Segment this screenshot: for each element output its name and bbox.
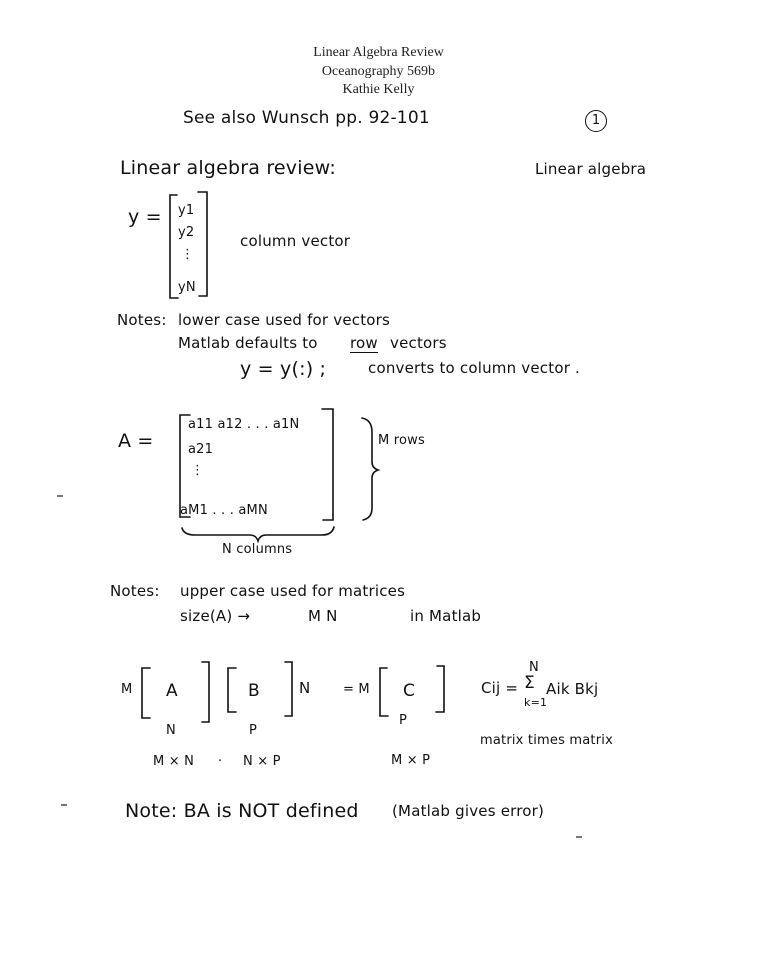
c-right-bracket — [436, 666, 444, 712]
vector-entry-2: y2 — [178, 225, 195, 240]
product-matrix-b: B — [248, 681, 260, 701]
product-m-left: M — [121, 682, 133, 697]
matrix-rows-label: M rows — [378, 433, 425, 448]
product-dims1: M × N — [153, 754, 195, 769]
matrix-right-bracket — [322, 409, 333, 520]
section-title: Linear algebra review: — [120, 157, 336, 179]
a-right-bracket — [202, 662, 209, 722]
c-left-bracket — [380, 668, 388, 716]
formula-caption: matrix times matrix — [480, 733, 613, 748]
product-matrix-c: C — [403, 681, 416, 701]
vector-entry-1: y1 — [178, 203, 195, 218]
matrix-row4: aM1 . . . aMN — [180, 503, 268, 518]
columns-brace — [182, 527, 334, 541]
margin-label: Linear algebra — [535, 160, 647, 178]
product-b-right: N — [299, 679, 311, 697]
vector-entry-dots: ⋮ — [181, 247, 195, 262]
matrix-row1: a11 a12 . . . a1N — [188, 417, 300, 432]
matrix-row2: a21 — [188, 442, 214, 457]
a-left-bracket — [142, 668, 150, 718]
matrix-lhs: A = — [118, 430, 154, 452]
final-note: Note: BA is NOT defined — [125, 800, 359, 822]
notes1-row-underlined: row — [350, 334, 378, 352]
formula-sum-top: N — [529, 660, 539, 675]
product-b-sub: P — [249, 723, 258, 738]
b-left-bracket — [228, 668, 236, 712]
notes1-line1: lower case used for vectors — [178, 311, 391, 329]
notes2-in-matlab: in Matlab — [410, 607, 482, 625]
product-eq-m: = M — [343, 682, 370, 697]
product-dims3: M × P — [391, 753, 431, 768]
notes2-line1: upper case used for matrices — [180, 582, 406, 600]
vector-label: column vector — [240, 232, 351, 250]
notes1-label: Notes: — [117, 311, 167, 329]
vector-left-bracket — [170, 195, 178, 298]
page-number-circle: 1 — [585, 110, 607, 132]
product-dot: · — [218, 754, 223, 769]
notes2-size: size(A) → — [180, 607, 251, 625]
product-c-sub: P — [399, 713, 408, 728]
vector-right-bracket — [198, 192, 207, 296]
rows-brace — [362, 418, 378, 520]
product-matrix-a: A — [166, 681, 178, 701]
formula-lhs: Cij = — [481, 679, 519, 697]
notes2-dims: M N — [308, 607, 338, 625]
notes1-code: y = y(:) ; — [240, 358, 327, 380]
formula-sum-symbol: Σ — [524, 673, 535, 693]
matrix-left-bracket — [180, 415, 190, 517]
product-dims2: N × P — [243, 754, 281, 769]
product-a-sub: N — [166, 723, 176, 738]
header-author: Kathie Kelly — [342, 82, 415, 97]
matrix-row3: ⋮ — [191, 463, 205, 478]
scan-speck — [576, 836, 582, 838]
notes1-code-comment: converts to column vector . — [368, 359, 580, 377]
matrix-cols-label: N columns — [222, 542, 293, 557]
vector-lhs: y = — [128, 206, 162, 228]
vector-entry-n: yN — [178, 280, 196, 295]
scan-speck — [61, 804, 67, 806]
notes2-label: Notes: — [110, 582, 160, 600]
notes1-line2-suffix: vectors — [390, 334, 447, 352]
b-right-bracket — [285, 662, 292, 716]
formula-rhs: Aik Bkj — [546, 680, 599, 698]
final-note-paren: (Matlab gives error) — [392, 802, 545, 820]
notes1-line2-prefix: Matlab defaults to — [178, 334, 318, 352]
formula-sum-bottom: k=1 — [524, 696, 548, 709]
header-course: Oceanography 569b — [321, 64, 436, 79]
see-also-note: See also Wunsch pp. 92-101 — [183, 108, 430, 128]
scan-speck — [57, 495, 63, 497]
header-title: Linear Algebra Review — [313, 45, 444, 60]
